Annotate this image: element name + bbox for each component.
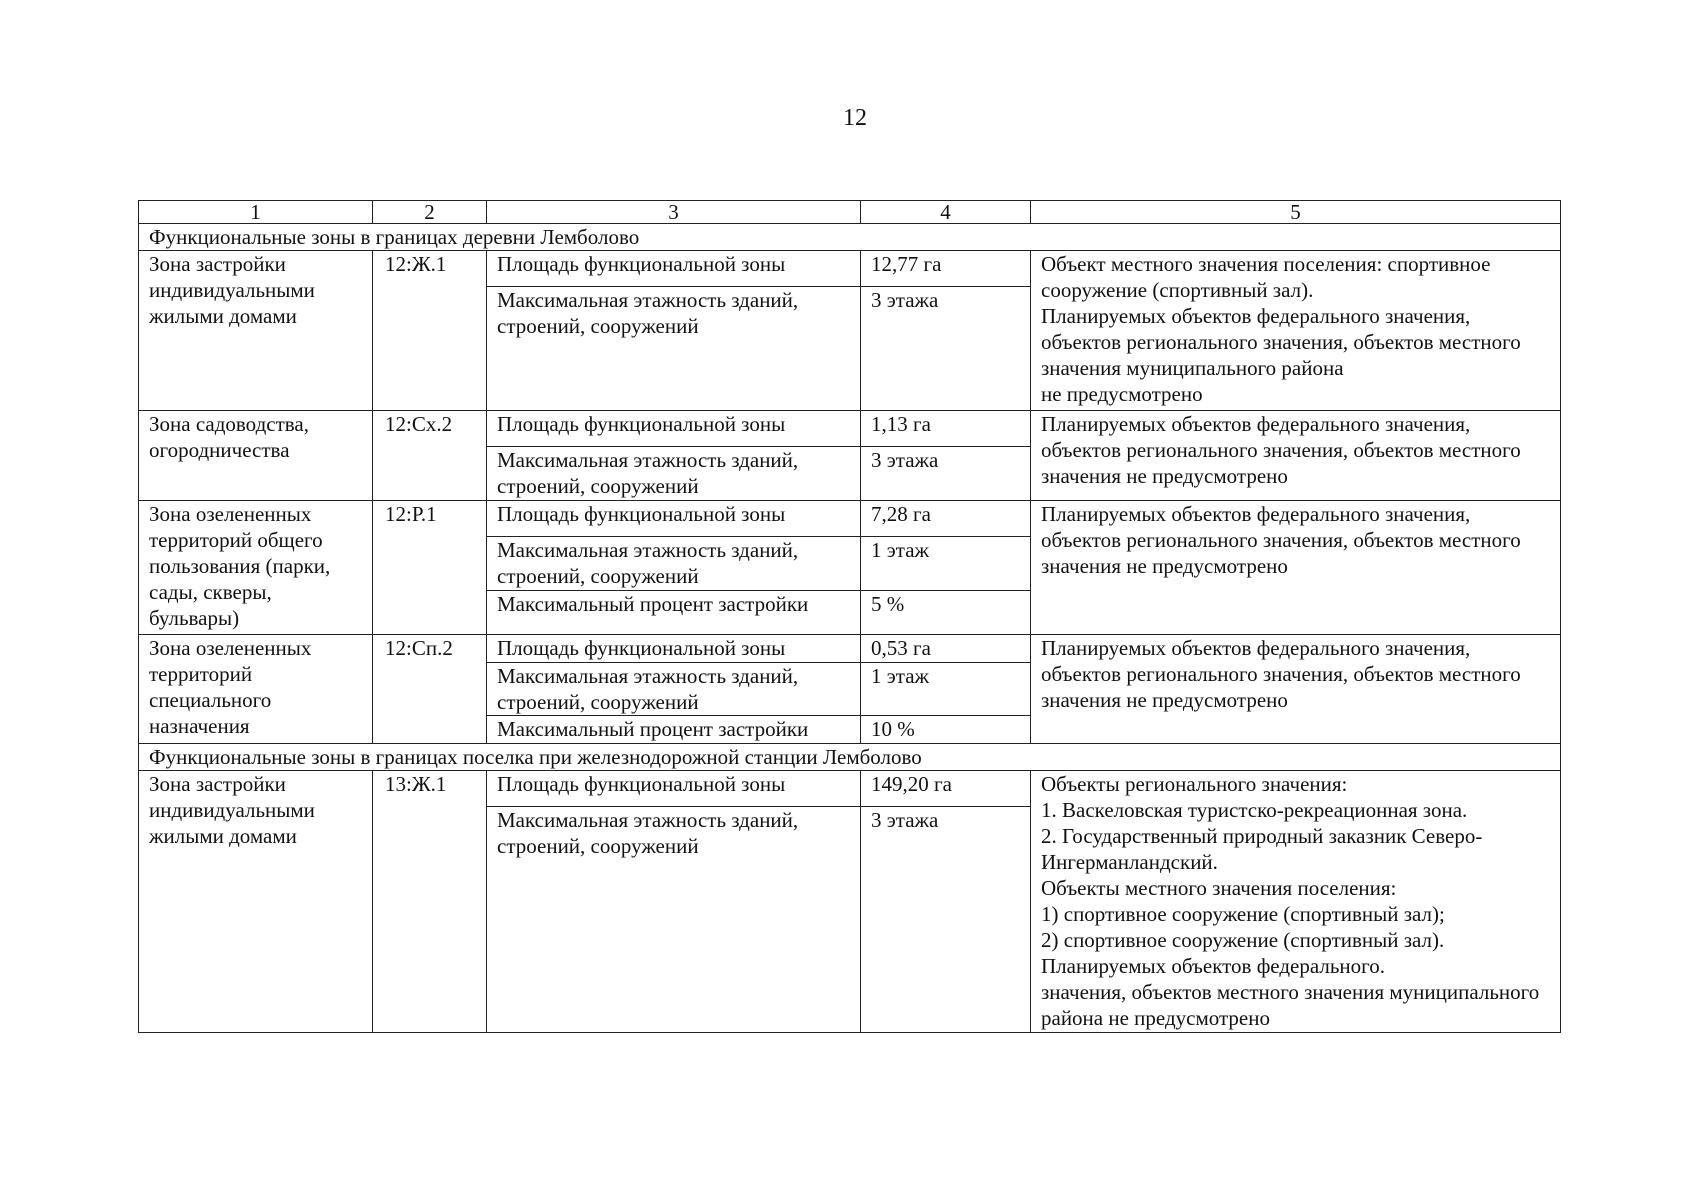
header-col-3: 3 [487, 201, 861, 224]
zone-description: Планируемых объектов федерального значения, объектов регионального значения, объектов местного значения не предусмотрено [1031, 501, 1561, 635]
zone-row [139, 411, 1561, 447]
param-label: Максимальный процент застройки [487, 716, 861, 744]
param-label: Максимальная этажность зданий, строений, сооружений [487, 807, 861, 1033]
zone-description: Объект местного значения поселения: спортивное сооружение (спортивный зал). Планируемых объектов федерального значения, объектов регионального значения, объектов местного значения муниципального района не предусмотрено [1031, 251, 1561, 411]
header-col-2: 2 [373, 201, 487, 224]
param-value: 5 % [861, 591, 1031, 635]
param-value: 7,28 га [861, 501, 1031, 537]
zone-code: 12:Р.1 [373, 501, 487, 635]
param-value: 149,20 га [861, 771, 1031, 807]
param-value: 1,13 га [861, 411, 1031, 447]
header-col-1: 1 [139, 201, 373, 224]
zone-description: Планируемых объектов федерального значения, объектов регионального значения, объектов местного значения не предусмотрено [1031, 411, 1561, 501]
zone-code: 12:Сп.2 [373, 635, 487, 744]
zone-row [139, 771, 1561, 807]
param-value: 3 этажа [861, 807, 1031, 1033]
header-col-5: 5 [1031, 201, 1561, 224]
zone-description: Объекты регионального значения: 1. Васкеловская туристско-рекреационная зона. 2. Государственный природный заказник Северо-Ингерманландский. Объекты местного значения поселения: 1) спортивное сооружение (спортивный зал); 2) спортивное сооружение (спортивный зал). Планируемых объектов федерального. значения, объектов местного значения муниципального района не предусмотрено [1031, 771, 1561, 1033]
zone-code: 12:Ж.1 [373, 251, 487, 411]
header-col-4: 4 [861, 201, 1031, 224]
zone-row [139, 251, 1561, 287]
param-label: Площадь функциональной зоны [487, 635, 861, 663]
param-value: 1 этаж [861, 663, 1031, 716]
param-value: 3 этажа [861, 447, 1031, 501]
zone-name: Зона садоводства, огородничества [139, 411, 373, 501]
param-value: 3 этажа [861, 287, 1031, 411]
zone-row [139, 501, 1561, 537]
zone-code: 12:Сх.2 [373, 411, 487, 501]
param-label: Максимальная этажность зданий, строений, сооружений [487, 447, 861, 501]
param-label: Максимальная этажность зданий, строений, сооружений [487, 663, 861, 716]
param-value: 1 этаж [861, 537, 1031, 591]
param-label: Площадь функциональной зоны [487, 411, 861, 447]
header-row [139, 201, 1561, 224]
zone-name: Зона застройки индивидуальными жилыми домами [139, 251, 373, 411]
param-label: Площадь функциональной зоны [487, 771, 861, 807]
zone-description: Планируемых объектов федерального значения, объектов регионального значения, объектов местного значения не предусмотрено [1031, 635, 1561, 744]
param-value: 0,53 га [861, 635, 1031, 663]
section-row [139, 224, 1561, 251]
zone-code: 13:Ж.1 [373, 771, 487, 1033]
section-title: Функциональные зоны в границах поселка при железнодорожной станции Лемболово [139, 744, 1561, 771]
functional-zones-table [138, 200, 1561, 1033]
param-label: Максимальный процент застройки [487, 591, 861, 635]
section-title: Функциональные зоны в границах деревни Лемболово [139, 224, 1561, 251]
param-label: Площадь функциональной зоны [487, 501, 861, 537]
param-label: Максимальная этажность зданий, строений, сооружений [487, 537, 861, 591]
page-number: 12 [843, 105, 867, 131]
section-row [139, 744, 1561, 771]
param-value: 10 % [861, 716, 1031, 744]
param-label: Максимальная этажность зданий, строений, сооружений [487, 287, 861, 411]
zone-name: Зона застройки индивидуальными жилыми домами [139, 771, 373, 1033]
param-value: 12,77 га [861, 251, 1031, 287]
zone-row [139, 635, 1561, 663]
param-label: Площадь функциональной зоны [487, 251, 861, 287]
zone-name: Зона озелененных территорий общего пользования (парки, сады, скверы, бульвары) [139, 501, 373, 635]
zone-name: Зона озелененных территорий специального назначения [139, 635, 373, 744]
